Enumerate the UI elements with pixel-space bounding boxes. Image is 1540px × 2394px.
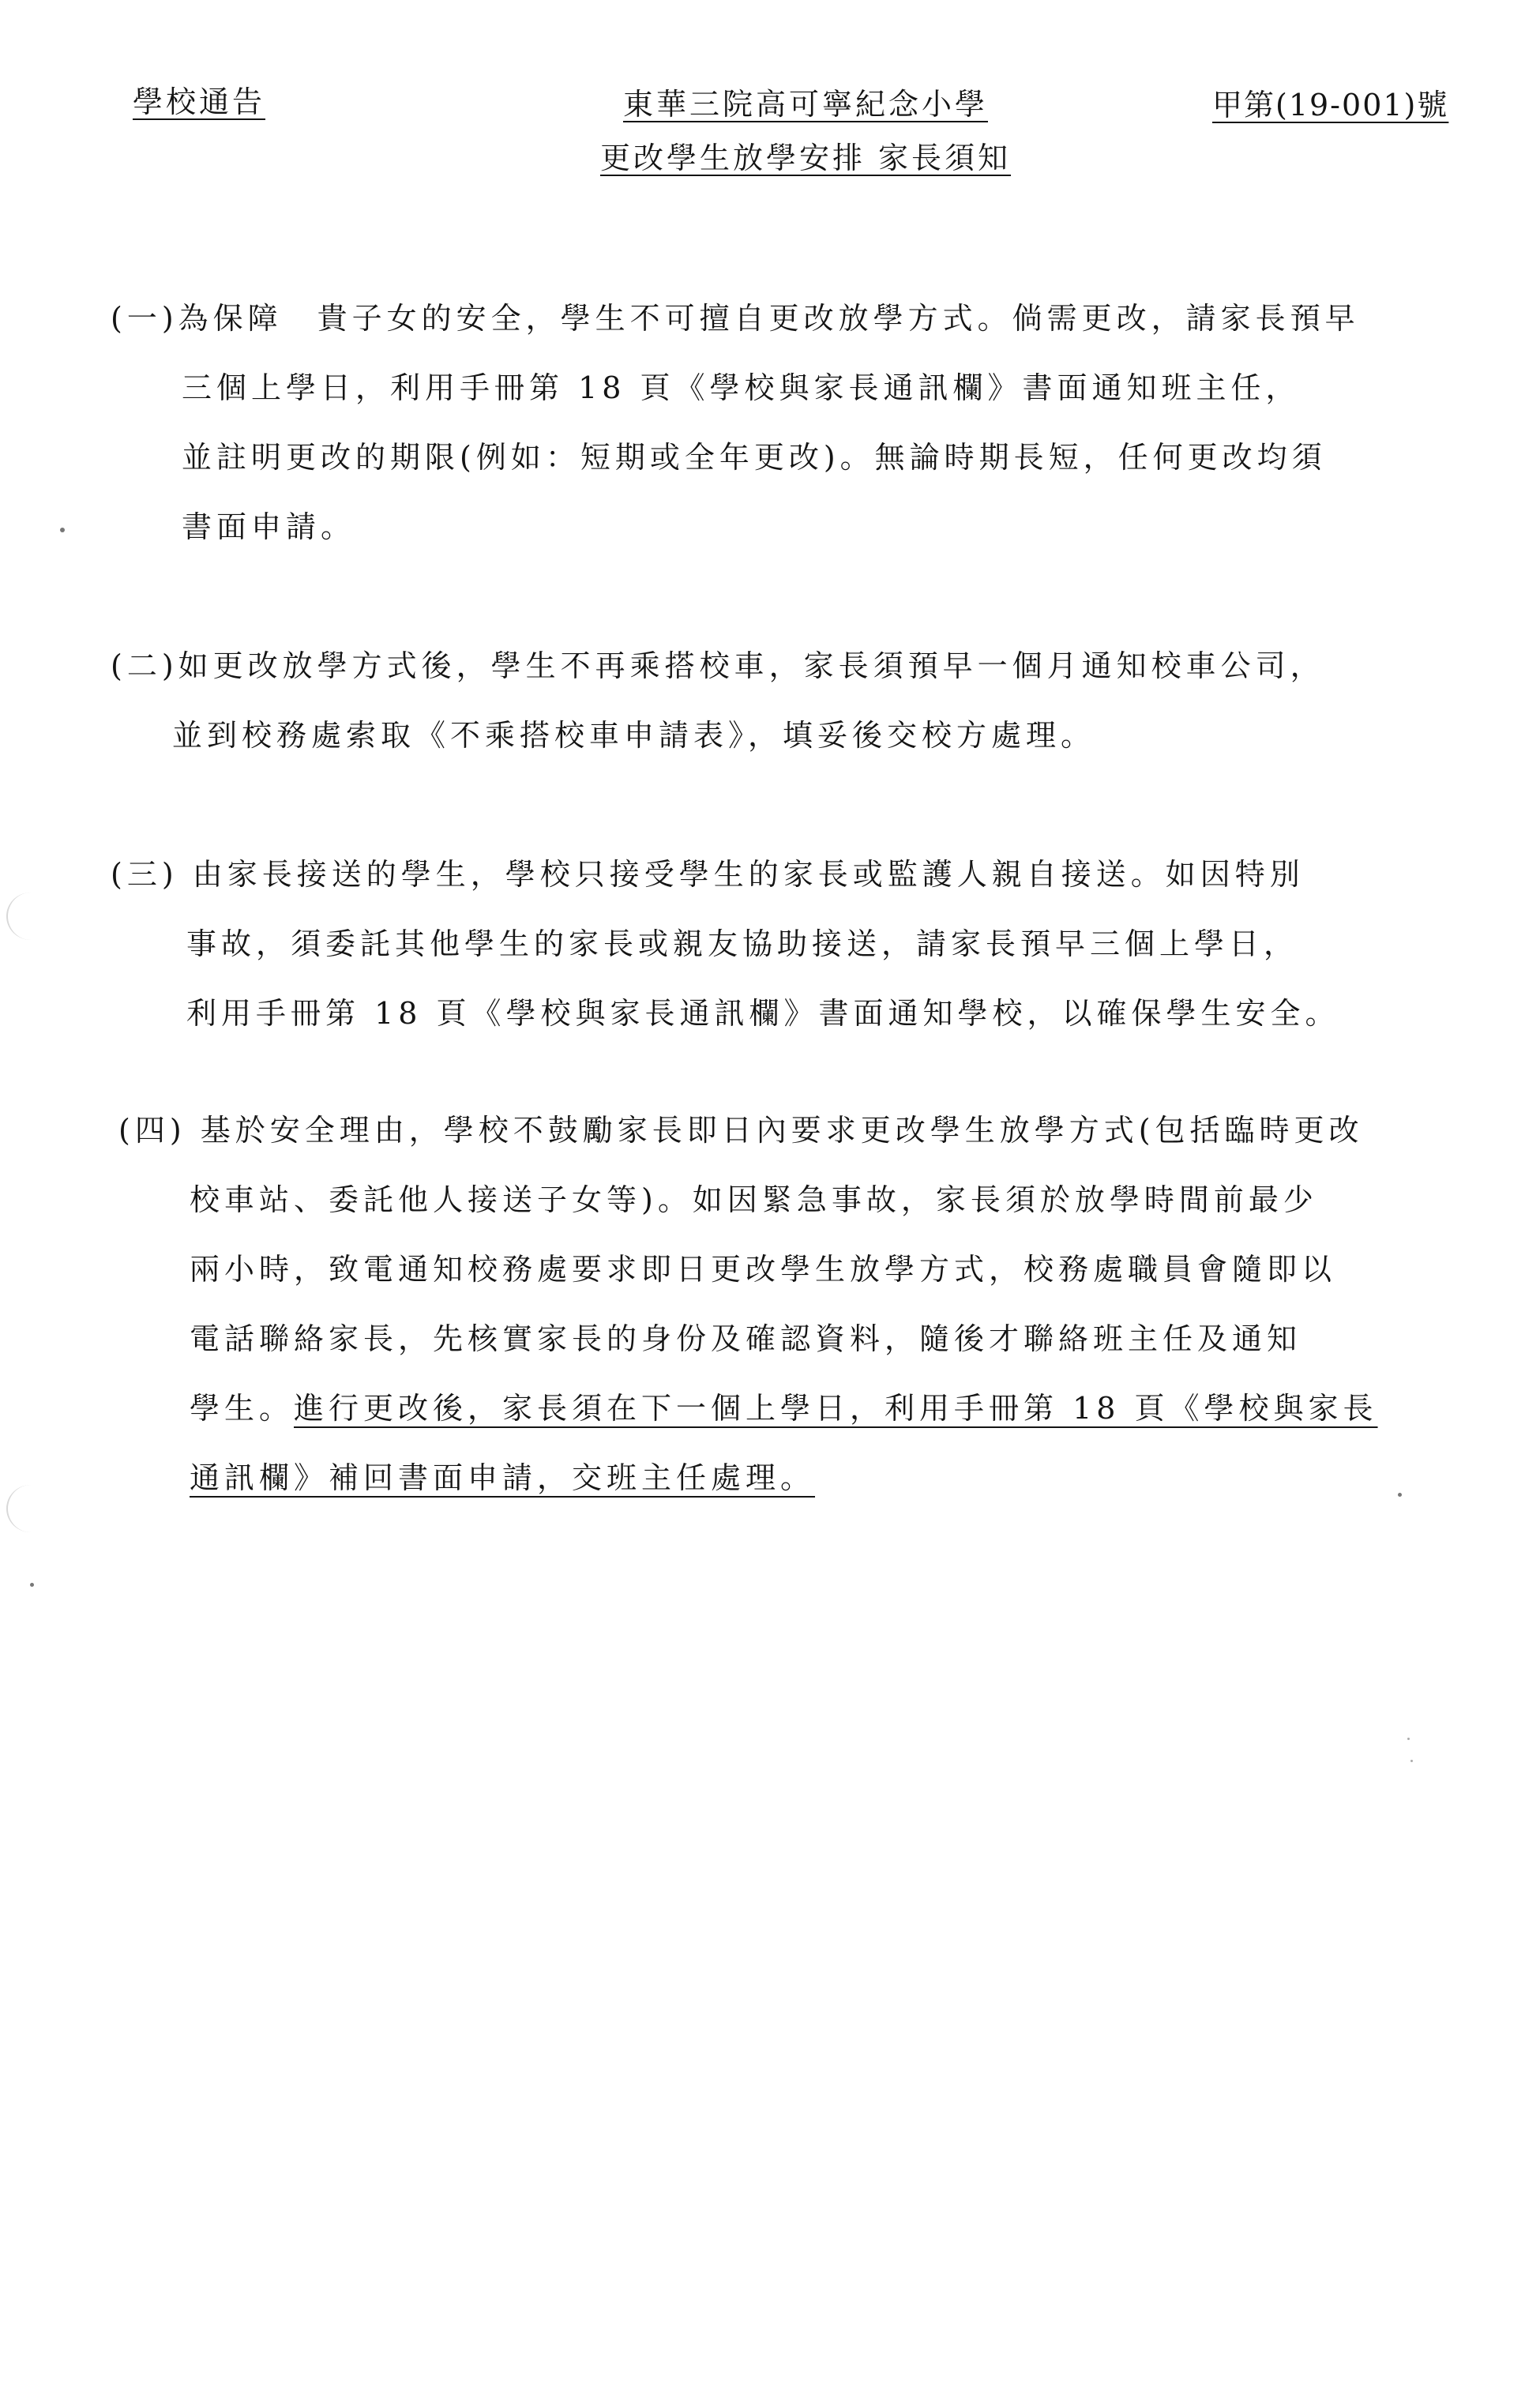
item-4-line-3: 兩小時，致電通知校務處要求即日更改學生放學方式，校務處職員會隨即以 bbox=[190, 1252, 1337, 1287]
scan-speck bbox=[60, 528, 65, 532]
header-title-block bbox=[490, 77, 1121, 185]
school-name: 東華三院高可寧紀念小學 bbox=[622, 87, 988, 122]
item-3-line-3: 利用手冊第 18 頁《學校與家長通訊欄》書面通知學校，以確保學生安全。 bbox=[186, 996, 1340, 1031]
scan-speck bbox=[1410, 1760, 1413, 1762]
notice-type-label: 學校通告 bbox=[133, 85, 266, 119]
scan-hole-shadow bbox=[6, 893, 55, 940]
item-1-line-3: 並註明更改的期限(例如：短期或全年更改)。無論時期長短，任何更改均須 bbox=[182, 440, 1327, 475]
item-4-line-5 bbox=[190, 1384, 1378, 1427]
item-4-line-4: 電話聯絡家長，先核實家長的身份及確認資料，隨後才聯絡班主任及通知 bbox=[190, 1321, 1302, 1356]
notice-number: 甲第(19-001)號 bbox=[1212, 88, 1449, 122]
scan-speck bbox=[1398, 1493, 1402, 1497]
scan-speck bbox=[1407, 1738, 1410, 1740]
scan-hole-shadow bbox=[6, 1485, 55, 1532]
scan-speck bbox=[30, 1583, 34, 1587]
item-2-line-2: 並到校務處索取《不乘搭校車申請表》，填妥後交校方處理。 bbox=[172, 718, 1096, 753]
item-4-line-5-underlined: 進行更改後，家長須在下一個上學日，利用手冊第 18 頁《學校與家長 bbox=[294, 1391, 1378, 1426]
item-1-line-4: 書面申請。 bbox=[182, 509, 356, 544]
item-4-line-6 bbox=[190, 1453, 815, 1497]
item-4-line-5-plain: 學生。 bbox=[190, 1391, 295, 1426]
item-4-line-2: 校車站、委託他人接送子女等)。如因緊急事故，家長須於放學時間前最少 bbox=[190, 1182, 1318, 1217]
item-4-line-1: (四) 基於安全理由，學校不鼓勵家長即日內要求更改學生放學方式(包括臨時更改 bbox=[118, 1113, 1364, 1148]
item-3-line-1: (三) 由家長接送的學生，學校只接受學生的家長或監護人親自接送。如因特別 bbox=[111, 857, 1305, 892]
item-2-line-1: (二)如更改放學方式後，學生不再乘搭校車，家長須預早一個月通知校車公司， bbox=[111, 648, 1325, 683]
item-4-line-6-underlined: 通訊欄》補回書面申請，交班主任處理。 bbox=[190, 1460, 816, 1495]
item-3-line-2: 事故，須委託其他學生的家長或親友協助接送，請家長預早三個上學日， bbox=[186, 926, 1299, 961]
item-1-line-2: 三個上學日，利用手冊第 18 頁《學校與家長通訊欄》書面通知班主任， bbox=[182, 370, 1301, 405]
item-1-line-1: (一)為保障 貴子女的安全，學生不可擅自更改放學方式。倘需更改，請家長預早 bbox=[111, 301, 1360, 336]
notice-title: 更改學生放學安排 家長須知 bbox=[599, 141, 1012, 175]
